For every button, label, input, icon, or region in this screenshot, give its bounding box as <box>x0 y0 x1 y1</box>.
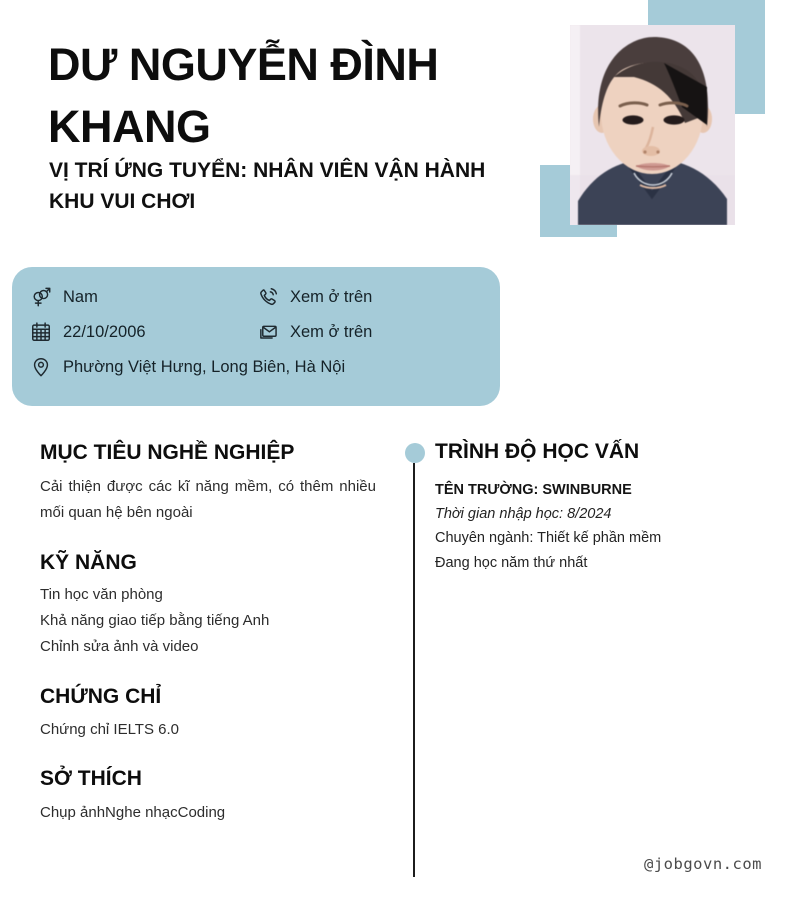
contact-email <box>257 320 372 344</box>
skills-list <box>40 582 385 660</box>
list-item: Chứng chỉ IELTS 6.0 <box>40 721 179 738</box>
timeline-dot <box>405 443 425 463</box>
certificates-list <box>40 717 385 743</box>
contact-gender-value: Nam <box>63 287 98 306</box>
education-enrollment: Thời gian nhập học: 8/2024 <box>435 506 612 522</box>
list-item: Khả năng giao tiếp bằng tiếng Anh <box>40 612 270 629</box>
contact-address <box>30 355 345 379</box>
site-watermark: @jobgovn.com <box>644 855 762 873</box>
portrait-illustration <box>570 25 735 225</box>
candidate-photo <box>570 25 735 225</box>
contact-address-value: Phường Việt Hưng, Long Biên, Hà Nội <box>63 357 346 376</box>
education-status: Đang học năm thứ nhất <box>435 555 588 571</box>
section-title-objective: MỤC TIÊU NGHỀ NGHIỆP <box>40 441 295 464</box>
objective-body: Cải thiện được các kĩ năng mềm, có thêm nhiều mối quan hệ bên ngoài <box>40 478 376 521</box>
section-title-skills: KỸ NĂNG <box>40 551 137 574</box>
email-icon <box>257 321 279 343</box>
calendar-icon <box>30 321 52 343</box>
list-item: Chụp ảnhNghe nhạcCoding <box>40 804 226 821</box>
education-major: Chuyên ngành: Thiết kế phần mềm <box>435 530 662 546</box>
contact-email-value: Xem ở trên <box>290 322 373 341</box>
section-title-certificates: CHỨNG CHỈ <box>40 685 162 708</box>
contact-gender <box>30 285 98 309</box>
location-icon <box>30 356 52 378</box>
contact-birthday <box>30 320 146 344</box>
hobbies-list <box>40 800 385 826</box>
section-title-education: TRÌNH ĐỘ HỌC VẤN <box>435 440 640 463</box>
candidate-name: DƯ NGUYỄN ĐÌNH KHANG <box>48 39 439 152</box>
list-item: Tin học văn phòng <box>40 586 163 603</box>
phone-icon <box>257 286 279 308</box>
contact-birthday-value: 22/10/2006 <box>63 322 146 341</box>
education-school: TÊN TRƯỜNG: SWINBURNE <box>435 482 632 498</box>
applied-position: VỊ TRÍ ỨNG TUYỂN: NHÂN VIÊN VẬN HÀNH KHU VUI CHƠI <box>49 159 486 213</box>
list-item: Chỉnh sửa ảnh và video <box>40 638 199 655</box>
contact-phone-value: Xem ở trên <box>290 287 373 306</box>
column-divider-line <box>413 463 415 877</box>
section-title-hobbies: SỞ THÍCH <box>40 767 142 790</box>
gender-icon <box>30 286 52 308</box>
contact-phone <box>257 285 372 309</box>
